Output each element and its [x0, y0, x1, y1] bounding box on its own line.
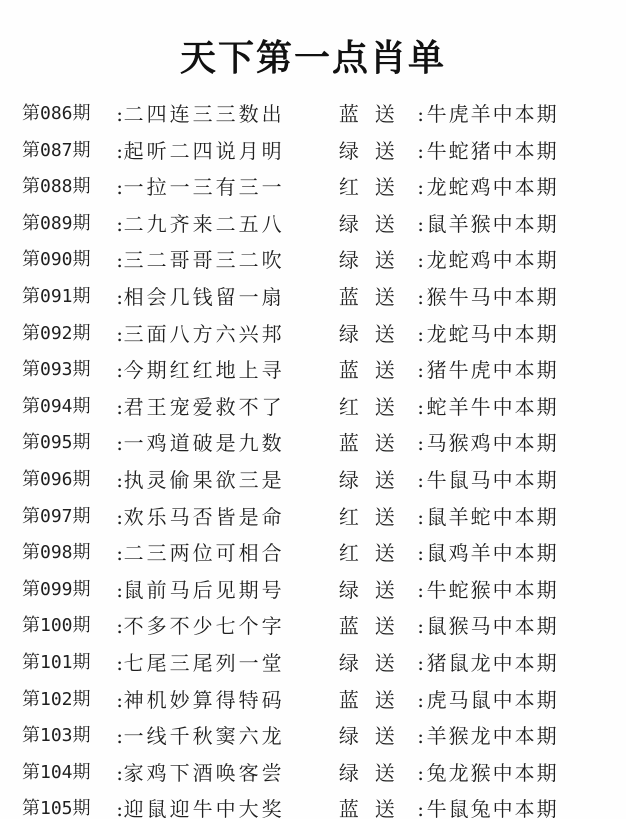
colon-separator: :	[417, 102, 424, 126]
period-number: 第095期	[22, 432, 91, 454]
list-item	[22, 682, 606, 719]
riddle-phrase: 一拉一三有三一	[123, 175, 285, 200]
colon-separator: :	[116, 321, 124, 346]
page-title: 天下第一点肖单	[179, 38, 446, 79]
result-text: 兔龙猴中本期	[426, 760, 559, 785]
list-item	[22, 755, 606, 792]
period-number: 第098期	[22, 542, 91, 564]
colon-separator: :	[417, 614, 424, 639]
list-item	[22, 242, 606, 279]
colon-separator: :	[116, 431, 124, 456]
period-number: 第097期	[22, 505, 91, 527]
riddle-phrase: 一线千秋窦六龙	[123, 724, 285, 749]
result-text: 牛蛇猪中本期	[426, 138, 559, 163]
gift-label: 送	[374, 431, 395, 456]
gift-label: 送	[374, 760, 395, 785]
wave-color: 蓝	[338, 614, 359, 639]
period-number: 第087期	[22, 139, 91, 161]
gift-label: 送	[374, 504, 395, 529]
colon-separator: :	[417, 211, 424, 236]
list-item	[22, 499, 606, 536]
colon-separator: :	[116, 797, 124, 819]
colon-separator: :	[116, 102, 124, 126]
colon-separator: :	[417, 541, 424, 566]
colon-separator: :	[116, 724, 124, 749]
list-item	[22, 206, 606, 243]
period-number: 第089期	[22, 212, 91, 234]
wave-color: 绿	[338, 577, 359, 602]
gift-label: 送	[374, 321, 395, 346]
result-text: 鼠羊猴中本期	[426, 211, 559, 236]
period-number: 第086期	[22, 103, 91, 124]
period-number: 第092期	[22, 322, 91, 344]
colon-separator: :	[417, 358, 424, 383]
colon-separator: :	[417, 577, 424, 602]
colon-separator: :	[116, 614, 124, 639]
result-text: 猪牛虎中本期	[426, 358, 559, 383]
riddle-phrase: 欢乐马否皆是命	[123, 504, 285, 529]
period-number: 第101期	[22, 651, 91, 673]
result-text: 龙蛇马中本期	[426, 321, 559, 346]
list-item	[22, 96, 606, 133]
wave-color: 蓝	[338, 284, 359, 309]
wave-color: 绿	[338, 650, 359, 675]
riddle-phrase: 七尾三尾列一堂	[123, 650, 285, 675]
colon-separator: :	[116, 760, 124, 785]
gift-label: 送	[374, 138, 395, 163]
wave-color: 红	[338, 504, 359, 529]
result-text: 鼠羊蛇中本期	[426, 504, 559, 529]
wave-color: 蓝	[338, 358, 359, 383]
gift-label: 送	[374, 102, 395, 126]
riddle-phrase: 家鸡下酒唤客尝	[123, 760, 285, 785]
colon-separator: :	[417, 431, 424, 456]
list-item	[22, 608, 606, 645]
riddle-phrase: 神机妙算得特码	[123, 687, 285, 712]
wave-color: 蓝	[338, 431, 359, 456]
gift-label: 送	[374, 175, 395, 200]
period-number: 第088期	[22, 176, 91, 198]
period-number: 第093期	[22, 359, 91, 381]
colon-separator: :	[116, 504, 124, 529]
period-number: 第104期	[22, 761, 91, 783]
colon-separator: :	[417, 687, 424, 712]
colon-separator: :	[417, 321, 424, 346]
period-number: 第094期	[22, 395, 91, 417]
riddle-phrase: 三面八方六兴邦	[123, 321, 285, 346]
colon-separator: :	[116, 284, 124, 309]
list-item	[22, 791, 606, 819]
list-item	[22, 316, 606, 353]
wave-color: 蓝	[338, 102, 359, 126]
prediction-list	[22, 96, 606, 819]
gift-label: 送	[374, 577, 395, 602]
riddle-phrase: 起听二四说月明	[123, 138, 285, 163]
colon-separator: :	[417, 724, 424, 749]
list-item	[22, 352, 606, 389]
riddle-phrase: 执灵偷果欲三是	[123, 467, 285, 492]
result-text: 龙蛇鸡中本期	[426, 175, 559, 200]
result-text: 牛蛇猴中本期	[426, 577, 559, 602]
period-number: 第103期	[22, 725, 91, 747]
result-text: 羊猴龙中本期	[426, 724, 559, 749]
colon-separator: :	[116, 467, 124, 492]
riddle-phrase: 今期红红地上寻	[123, 358, 285, 383]
wave-color: 绿	[338, 724, 359, 749]
result-text: 鼠猴马中本期	[426, 614, 559, 639]
colon-separator: :	[417, 797, 424, 819]
colon-separator: :	[417, 248, 424, 273]
gift-label: 送	[374, 248, 395, 273]
list-item	[22, 389, 606, 426]
list-item	[22, 718, 606, 755]
gift-label: 送	[374, 797, 395, 819]
wave-color: 红	[338, 175, 359, 200]
gift-label: 送	[374, 541, 395, 566]
colon-separator: :	[417, 504, 424, 529]
riddle-phrase: 二四连三三数出	[123, 102, 285, 126]
wave-color: 绿	[338, 467, 359, 492]
riddle-phrase: 二九齐来二五八	[123, 211, 285, 236]
list-item	[22, 572, 606, 609]
list-item	[22, 169, 606, 206]
colon-separator: :	[116, 394, 124, 419]
colon-separator: :	[116, 175, 124, 200]
gift-label: 送	[374, 358, 395, 383]
riddle-phrase: 鼠前马后见期号	[123, 577, 285, 602]
riddle-phrase: 不多不少七个字	[123, 614, 285, 639]
riddle-phrase: 三二哥哥三二吹	[123, 248, 285, 273]
list-item	[22, 462, 606, 499]
colon-separator: :	[116, 650, 124, 675]
colon-separator: :	[116, 541, 124, 566]
gift-label: 送	[374, 467, 395, 492]
colon-separator: :	[417, 760, 424, 785]
riddle-phrase: 君王宠爱救不了	[123, 394, 285, 419]
period-number: 第096期	[22, 468, 91, 490]
period-number: 第100期	[22, 615, 91, 637]
result-text: 马猴鸡中本期	[426, 431, 559, 456]
riddle-phrase: 一鸡道破是九数	[123, 431, 285, 456]
colon-separator: :	[116, 577, 124, 602]
colon-separator: :	[417, 138, 424, 163]
result-text: 龙蛇鸡中本期	[426, 248, 559, 273]
result-text: 蛇羊牛中本期	[426, 394, 559, 419]
period-number: 第099期	[22, 578, 91, 600]
riddle-phrase: 相会几钱留一扇	[123, 284, 285, 309]
result-text: 牛鼠兔中本期	[426, 797, 559, 819]
colon-separator: :	[417, 467, 424, 492]
list-item	[22, 425, 606, 462]
wave-color: 绿	[338, 321, 359, 346]
gift-label: 送	[374, 687, 395, 712]
result-text: 猴牛马中本期	[426, 284, 559, 309]
wave-color: 蓝	[338, 687, 359, 712]
wave-color: 绿	[338, 211, 359, 236]
result-text: 鼠鸡羊中本期	[426, 541, 559, 566]
gift-label: 送	[374, 724, 395, 749]
result-text: 牛虎羊中本期	[426, 102, 559, 126]
colon-separator: :	[417, 284, 424, 309]
wave-color: 蓝	[338, 797, 359, 819]
colon-separator: :	[417, 650, 424, 675]
wave-color: 红	[338, 394, 359, 419]
period-number: 第102期	[22, 688, 91, 710]
colon-separator: :	[417, 175, 424, 200]
colon-separator: :	[116, 138, 124, 163]
list-item	[22, 133, 606, 170]
period-number: 第091期	[22, 285, 91, 307]
period-number: 第105期	[22, 798, 91, 819]
gift-label: 送	[374, 614, 395, 639]
gift-label: 送	[374, 284, 395, 309]
gift-label: 送	[374, 650, 395, 675]
colon-separator: :	[417, 394, 424, 419]
wave-color: 绿	[338, 760, 359, 785]
gift-label: 送	[374, 211, 395, 236]
period-number: 第090期	[22, 249, 91, 271]
wave-color: 红	[338, 541, 359, 566]
list-item	[22, 279, 606, 316]
riddle-phrase: 迎鼠迎牛中大奖	[123, 797, 285, 819]
result-text: 虎马鼠中本期	[426, 687, 559, 712]
list-item	[22, 535, 606, 572]
result-text: 猪鼠龙中本期	[426, 650, 559, 675]
list-item	[22, 645, 606, 682]
riddle-phrase: 二三两位可相合	[123, 541, 285, 566]
colon-separator: :	[116, 248, 124, 273]
wave-color: 绿	[338, 138, 359, 163]
gift-label: 送	[374, 394, 395, 419]
wave-color: 绿	[338, 248, 359, 273]
result-text: 牛鼠马中本期	[426, 467, 559, 492]
colon-separator: :	[116, 211, 124, 236]
colon-separator: :	[116, 687, 124, 712]
colon-separator: :	[116, 358, 124, 383]
